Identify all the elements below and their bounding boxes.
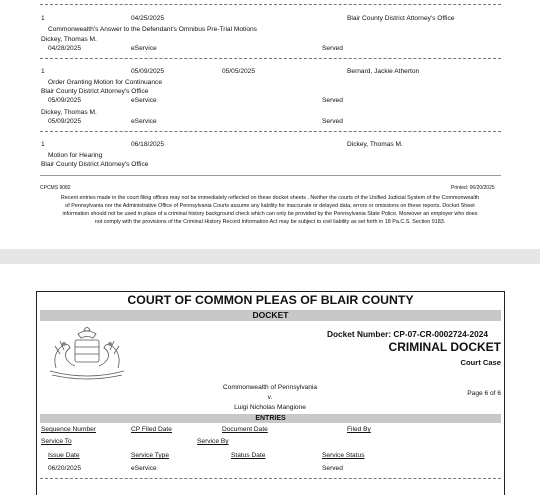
service-status: Served — [322, 45, 343, 52]
header-service-status: Service Status — [322, 452, 365, 459]
service-status: Served — [322, 97, 343, 104]
header-service-to: Service To — [41, 438, 72, 445]
page-number: Page 6 of 6 — [467, 390, 501, 397]
disclaimer-notice: Recent entries made in the court filing offices may not be immediately reflected on these docket sheets . Neither the courts of the Unified Judicial System of the Commonwealth of Pennsylvania nor the Administrative Office of Pennsylvania Courts assume any liability for inaccurate or delayed data, errors or omissions on these reports. Docket Sheet information should not be used in place of a criminal history background check which can only be provided by the Pennsylvania State Police. Moreover an employer who does not comply with the provisions of the Criminal History Record Information Act may be subject to civil liability as set forth in 18 Pa.C.S. Section 9183. — [60, 195, 480, 225]
divider — [40, 478, 501, 479]
defendant: Luigi Nicholas Mangione — [234, 404, 306, 411]
service-type: eService — [131, 45, 157, 52]
header-document-date: Document Date — [222, 426, 268, 433]
divider — [40, 4, 501, 5]
divider — [40, 131, 501, 132]
service-issue-date: 05/09/2025 — [48, 97, 82, 104]
service-status: Served — [322, 465, 343, 472]
versus: v. — [267, 394, 273, 401]
entry-filed-by: Bernard, Jackie Atherton — [347, 68, 420, 75]
docket-page-6 — [0, 264, 540, 495]
entry-title: Motion for Hearing — [48, 152, 103, 159]
divider — [40, 58, 501, 59]
entry-doc-date: 05/05/2025 — [222, 68, 256, 75]
service-status: Served — [322, 118, 343, 125]
docket-number: Docket Number: CP-07-CR-0002724-2024 — [327, 329, 488, 339]
case-type: Court Case — [460, 358, 501, 367]
header-cp-filed-date: CP Filed Date — [131, 426, 172, 433]
entry-filer-line: Blair County District Attorney's Office — [41, 161, 149, 168]
docket-bar: DOCKET — [40, 310, 501, 321]
service-to: Dickey, Thomas M. — [41, 109, 97, 116]
header-status-date: Status Date — [231, 452, 266, 459]
entry-filed-by: Dickey, Thomas M. — [347, 141, 403, 148]
court-title: COURT OF COMMON PLEAS OF BLAIR COUNTY — [127, 293, 414, 307]
service-issue-date: 05/09/2025 — [48, 118, 82, 125]
entry-seq: 1 — [41, 141, 45, 148]
entry-title: Commonwealth's Answer to the Defendant's Omnibus Pre-Trial Motions — [48, 26, 257, 33]
service-type: eService — [131, 465, 157, 472]
service-issue-date: 06/20/2025 — [48, 465, 82, 472]
header-service-by: Service By — [197, 438, 229, 445]
service-issue-date: 04/28/2025 — [48, 45, 82, 52]
docket-type: CRIMINAL DOCKET — [388, 340, 501, 354]
entry-cp-filed: 04/25/2025 — [131, 15, 165, 22]
service-to: Blair County District Attorney's Office — [41, 88, 149, 95]
header-filed-by: Filed By — [347, 426, 371, 433]
divider — [40, 175, 501, 176]
pennsylvania-seal-icon — [44, 324, 130, 380]
service-type: eService — [131, 118, 157, 125]
header-sequence-number: Sequence Number — [41, 426, 96, 433]
entries-bar: ENTRIES — [40, 414, 501, 423]
printed-date: Printed: 06/20/2025 — [451, 185, 495, 191]
plaintiff: Commonwealth of Pennsylvania — [222, 384, 318, 391]
form-number: CPCMS 9082 — [40, 185, 71, 191]
header-service-type: Service Type — [131, 452, 169, 459]
entry-cp-filed: 05/09/2025 — [131, 68, 165, 75]
entry-seq: 1 — [41, 68, 45, 75]
header-issue-date: Issue Date — [48, 452, 80, 459]
service-type: eService — [131, 97, 157, 104]
entry-title: Order Granting Motion for Continuance — [48, 79, 162, 86]
entry-cp-filed: 06/18/2025 — [131, 141, 165, 148]
entry-seq: 1 — [41, 15, 45, 22]
service-to: Dickey, Thomas M. — [41, 36, 97, 43]
entry-filed-by: Blair County District Attorney's Office — [347, 15, 455, 22]
